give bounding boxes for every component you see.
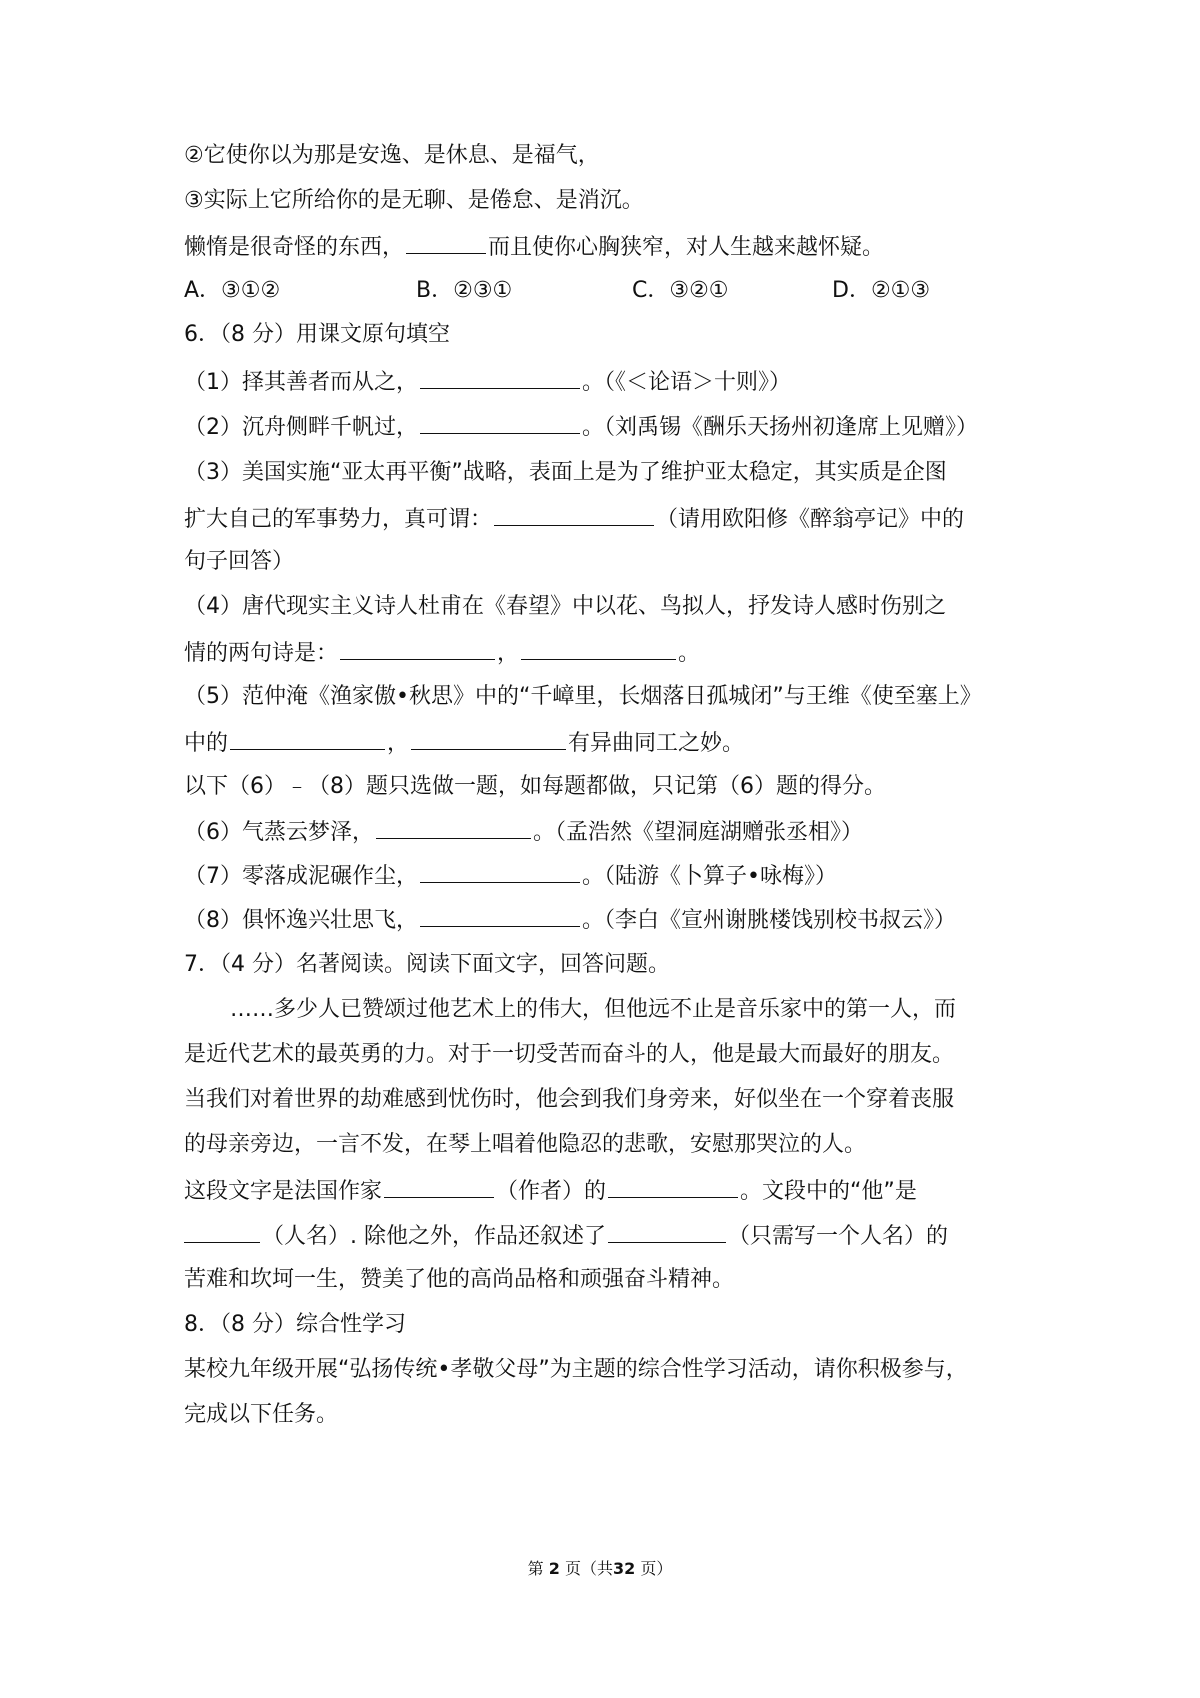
total-pages: 32 bbox=[612, 1559, 636, 1578]
page-footer bbox=[0, 1558, 1200, 1580]
q6-item-1 bbox=[184, 366, 1044, 398]
answer-blank[interactable] bbox=[406, 231, 486, 254]
q6-item-5-line-1: （5）范仲淹《渔家傲•秋思》中的“千嶂里，长烟落日孤城闭”与王维《使至塞上》 bbox=[184, 684, 982, 709]
period: 。 bbox=[678, 641, 701, 666]
q6-item-8-prompt: （8）俱怀逸兴壮思飞， bbox=[184, 908, 418, 933]
q6-item-8 bbox=[184, 904, 1044, 936]
q5-stem-part-b: 而且使你心胸狭窄，对人生越来越怀疑。 bbox=[488, 235, 885, 260]
q6-title: 6．（8 分）用课文原句填空 bbox=[184, 322, 450, 347]
q7-question-line-2 bbox=[184, 1220, 1044, 1252]
q6-item-3-line-2 bbox=[184, 503, 1044, 535]
q7-passage-line-3: 当我们对着世界的劫难感到忧伤时，他会到我们身旁来，好似坐在一个穿着丧服 bbox=[184, 1087, 955, 1112]
q6-item-7-prompt: （7）零落成泥碾作尘， bbox=[184, 864, 418, 889]
answer-blank[interactable] bbox=[494, 503, 654, 526]
q6-item-6-source: 。（孟浩然《望洞庭湖赠张丞相》） bbox=[533, 820, 864, 845]
q6-item-5-line-2 bbox=[184, 727, 1044, 759]
q5-sentence-3: ③实际上它所给你的是无聊、是倦怠、是消沉。 bbox=[184, 188, 644, 213]
q7-passage-line-4: 的母亲旁边，一言不发，在琴上唱着他隐忍的悲歌，安慰那哭泣的人。 bbox=[184, 1132, 867, 1157]
q6-item-4-line-2 bbox=[184, 637, 1044, 669]
answer-blank[interactable] bbox=[230, 727, 385, 750]
q7-question-part-a: 这段文字是法国作家 bbox=[184, 1179, 383, 1204]
q6-item-4-prompt: 情的两句诗是： bbox=[184, 641, 339, 666]
q6-item-3-prompt: 扩大自己的军事势力，真可谓： bbox=[184, 507, 493, 532]
answer-blank[interactable] bbox=[420, 904, 580, 927]
q6-item-7-source: 。（陆游《卜算子•咏梅》） bbox=[582, 864, 837, 889]
option-d[interactable]: D．②①③ bbox=[832, 278, 931, 303]
q6-choice-note: 以下（6）﹣（8）题只选做一题，如每题都做，只记第（6）题的得分。 bbox=[184, 774, 886, 799]
q6-item-4-line-1: （4）唐代现实主义诗人杜甫在《春望》中以花、鸟拟人，抒发诗人感时伤别之 bbox=[184, 594, 946, 619]
answer-blank[interactable] bbox=[420, 366, 580, 389]
footer-suffix: 页） bbox=[640, 1559, 673, 1578]
q6-item-6 bbox=[184, 816, 1044, 848]
answer-blank[interactable] bbox=[420, 860, 580, 883]
answer-blank[interactable] bbox=[521, 637, 676, 660]
q5-sentence-2: ②它使你以为那是安逸、是休息、是福气， bbox=[184, 143, 600, 168]
q6-item-1-prompt: （1）择其善者而从之， bbox=[184, 370, 418, 395]
q6-item-2 bbox=[184, 411, 1044, 443]
q7-title: 7．（4 分）名著阅读。阅读下面文字，回答问题。 bbox=[184, 952, 670, 977]
q7-question-part-e: （只需写一个人名）的 bbox=[728, 1224, 949, 1249]
answer-blank[interactable] bbox=[340, 637, 495, 660]
q7-passage-line-2: 是近代艺术的最英勇的力。对于一切受苦而奋斗的人，他是最大而最好的朋友。 bbox=[184, 1042, 955, 1067]
option-c[interactable]: C．③②① bbox=[632, 278, 729, 303]
q6-item-2-prompt: （2）沉舟侧畔千帆过， bbox=[184, 415, 418, 440]
answer-blank[interactable] bbox=[420, 411, 580, 434]
answer-blank-work[interactable] bbox=[608, 1175, 738, 1198]
option-b[interactable]: B．②③① bbox=[416, 278, 513, 303]
q8-intro-line-2: 完成以下任务。 bbox=[184, 1402, 339, 1427]
answer-blank-name[interactable] bbox=[184, 1220, 260, 1243]
q7-question-line-1 bbox=[184, 1175, 1044, 1207]
q7-passage-line-1: ……多少人已赞颂过他艺术上的伟大，但他远不止是音乐家中的第一人，而 bbox=[230, 997, 957, 1022]
q7-question-line-3: 苦难和坎坷一生，赞美了他的高尚品格和顽强奋斗精神。 bbox=[184, 1267, 735, 1292]
answer-blank[interactable] bbox=[411, 727, 566, 750]
answer-blank-author[interactable] bbox=[384, 1175, 494, 1198]
q5-stem bbox=[184, 231, 1044, 263]
q7-question-part-c: 。文段中的“他”是 bbox=[740, 1179, 917, 1204]
comma: ， bbox=[497, 641, 520, 666]
q6-item-7 bbox=[184, 860, 1044, 892]
q6-item-5-prompt: 中的 bbox=[184, 731, 229, 756]
q8-title: 8．（8 分）综合性学习 bbox=[184, 1312, 406, 1337]
q6-item-2-source: 。（刘禹锡《酬乐天扬州初逢席上见赠》） bbox=[582, 415, 979, 440]
q7-question-part-b: （作者）的 bbox=[496, 1179, 607, 1204]
footer-prefix: 第 bbox=[527, 1559, 544, 1578]
q6-item-6-prompt: （6）气蒸云梦泽， bbox=[184, 820, 374, 845]
comma: ， bbox=[387, 731, 410, 756]
page-number: 2 bbox=[548, 1559, 560, 1578]
q6-item-3-line-1: （3）美国实施“亚太再平衡”战略，表面上是为了维护亚太稳定，其实质是企图 bbox=[184, 460, 947, 485]
q6-item-8-source: 。（李白《宣州谢朓楼饯别校书叔云》） bbox=[582, 908, 957, 933]
q7-question-part-d: （人名）. 除他之外，作品还叙述了 bbox=[262, 1224, 606, 1249]
q5-stem-part-a: 懒惰是很奇怪的东西， bbox=[184, 235, 405, 260]
q6-item-1-source: 。（《＜论语＞十则》） bbox=[582, 370, 792, 395]
q6-item-5-tail: 有异曲同工之妙。 bbox=[568, 731, 745, 756]
q6-item-3-line-3: 句子回答） bbox=[184, 549, 295, 574]
q8-intro-line-1: 某校九年级开展“弘扬传统•孝敬父母”为主题的综合性学习活动，请你积极参与， bbox=[184, 1357, 968, 1382]
q6-item-3-hint: （请用欧阳修《醉翁亭记》中的 bbox=[656, 507, 965, 532]
answer-blank[interactable] bbox=[376, 816, 531, 839]
option-a[interactable]: A．③①② bbox=[184, 278, 281, 303]
footer-middle: 页（共 bbox=[564, 1559, 613, 1578]
answer-blank-person[interactable] bbox=[608, 1220, 726, 1243]
